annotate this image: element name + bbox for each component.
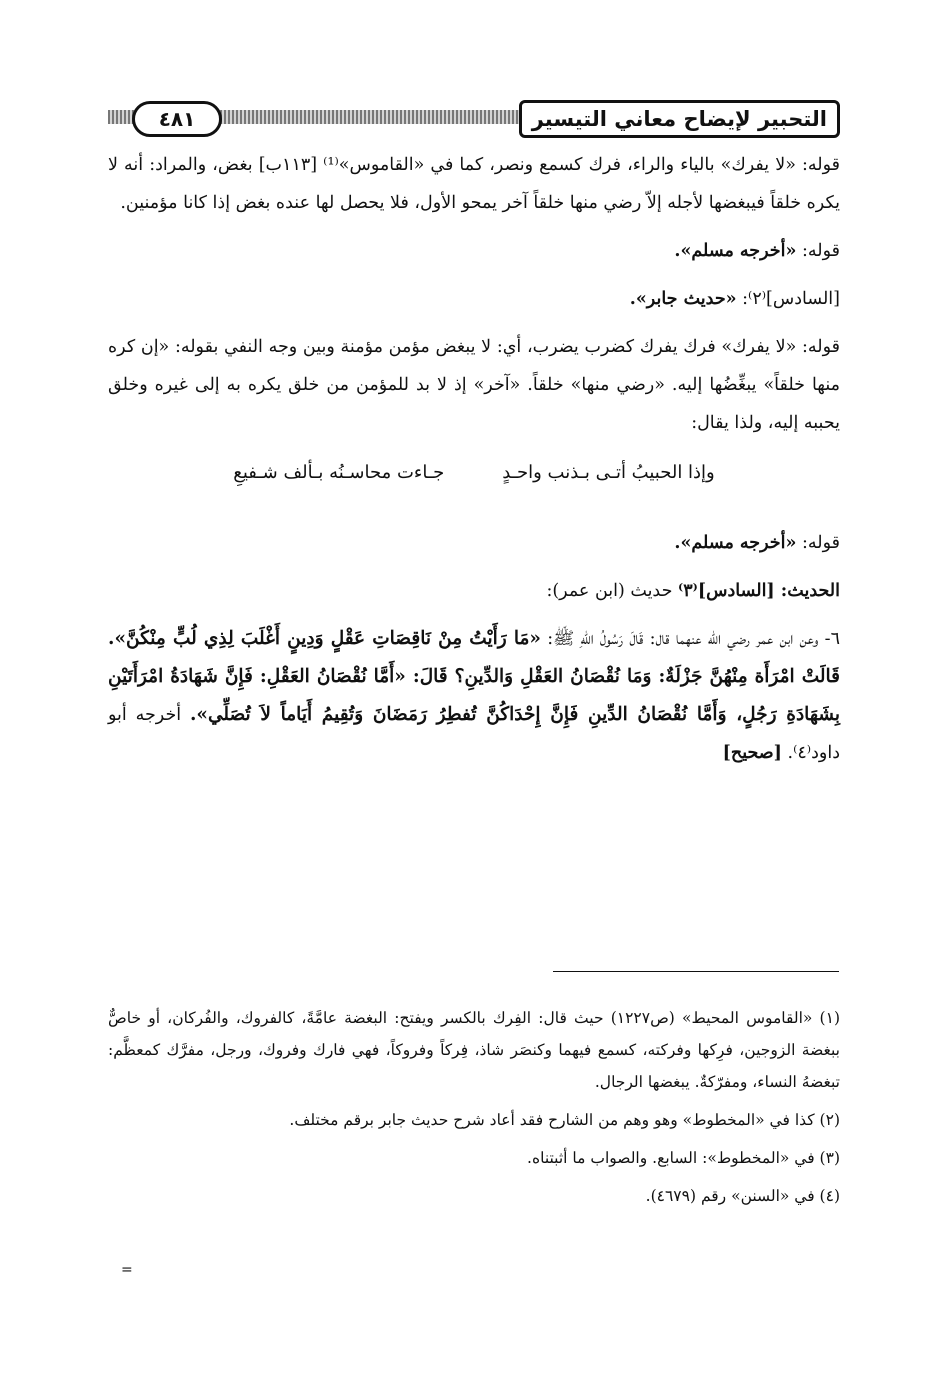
hadith-source: أخرجه أبو داود⁽٤⁾. xyxy=(108,705,840,763)
corner-mark: = xyxy=(121,1262,133,1278)
text-bold: «أخرجه مسلم». xyxy=(674,241,797,261)
text-bold: «أخرجه مسلم». xyxy=(674,533,797,553)
text-prefix: قوله: xyxy=(796,241,840,261)
footnote-4: (٤) في «السنن» رقم (٤٦٧٩). xyxy=(645,1187,840,1205)
paragraph-muslim-1 xyxy=(108,232,840,270)
text-prefix: قوله: xyxy=(796,533,840,553)
hadith-intro: ٦- وعن ابن عمر رضي الله عنهما قال: قَالَ رَسُولُ اللهِ ﷺ: xyxy=(540,629,840,649)
paragraph-hadith-6 xyxy=(108,620,840,772)
footnote-3: (٣) في «المخطوط»: السابع. والصواب ما أثبتناه. xyxy=(527,1149,840,1167)
paragraph-muslim-2 xyxy=(108,524,840,562)
text-bold: الحديث: [السادس]⁽٣⁾ xyxy=(678,581,840,601)
hadith-text: «مَا رَأَيْتُ مِنْ نَاقِصَاتِ عَقْلٍ وَدِينٍ أَغْلَبَ لِذِي لُبٍّ مِنْكُنَّ». قَالَتْ امْرَأَة مِنْهُنَّ جَزْلَةٌ: وَمَا نُقْصَانُ العَقْلِ وَالدِّينِ؟ قَالَ: «أَمَّا نُقْصَانُ العَقْلِ: فَإِنَّ شَهَادَةُ امْرَأَتَيْنِ بِشَهَادَةِ رَجُلٍ، وَأَمَّا نُقْصَانُ الدِّينِ فَإِنَّ إِحْدَاكُنَّ تُفطِرُ رَمَضَانَ وَتُقِيمُ أَيَاماً لاَ تُصَلِّي». xyxy=(108,628,840,725)
paragraph-sixth-jabir xyxy=(108,280,840,318)
footnote-2: (٢) كذا في «المخطوط» وهو وهم من الشارح فقد أعاد شرح حديث جابر برقم مختلف. xyxy=(289,1111,840,1129)
paragraph-hadith-heading xyxy=(108,572,840,610)
verse-second-hemistich: جـاءت محاسـنُه بـألف شـفيعِ xyxy=(233,462,445,483)
footnotes xyxy=(108,1002,840,1212)
verse-first-hemistich: وإذا الحبيبُ أتـى بـذنب واحـدٍ xyxy=(502,462,715,483)
footnote-separator xyxy=(553,971,839,972)
hadith-grade: [صحيح] xyxy=(722,743,782,763)
paragraph-commentary: قوله: «لا يفرك» فرك يفرك كضرب يضرب، أي: لا يبغض مؤمن مؤمنة وبين وجه النفي بقوله: «إن كره منها خلقاً» يبغِّضُها إليه. «رضي منها» خلقاً. «آخر» إذ لا بد للمؤمن من خلق يكره به إلى غيره وخلق يحببه إليه، ولذا يقال: xyxy=(108,337,840,433)
page-number: ٤٨١ xyxy=(132,101,222,137)
main-text xyxy=(108,146,840,772)
text-prefix: [السادس]⁽٢⁾: xyxy=(736,289,840,309)
book-title: التحبير لإيضاح معاني التيسير xyxy=(519,100,840,138)
poetry-verse xyxy=(108,454,840,492)
text-bold: «حديث جابر». xyxy=(629,289,737,309)
footnote-1: (١) «القاموس المحيط» (ص١٢٢٧) حيث قال: الفِرك بالكسر ويفتح: البغضة عامَّةً، كالفروك، والفُركان، أو خاصٌّ ببغضة الزوجين، فرِكها وفركته، كسمع فيهما وكنصَر شاذ، فِركاً وفروكاً، فهي فارك وفروك، ورجل، مفرَّك كمعظَّم: تبغضهُ النساء، ومفرّكةٌ. يبغضها الرجال. xyxy=(108,1009,840,1091)
text-rest: حديث (ابن عمر): xyxy=(546,581,679,601)
page-header xyxy=(108,100,840,136)
paragraph-qamus-note: قوله: «لا يفرك» بالياء والراء، فرك كسمع ونصر، كما في «القاموس»⁽¹⁾ [١١٣ب] بغض، والمراد: أنه لا يكره خلقاً فيبغضها لأجله إلاّ رضي منها خلقاً آخر يمحو الأول، فلا يحصل لها عنده بغض إذا كانا مؤمنين. xyxy=(108,155,840,213)
